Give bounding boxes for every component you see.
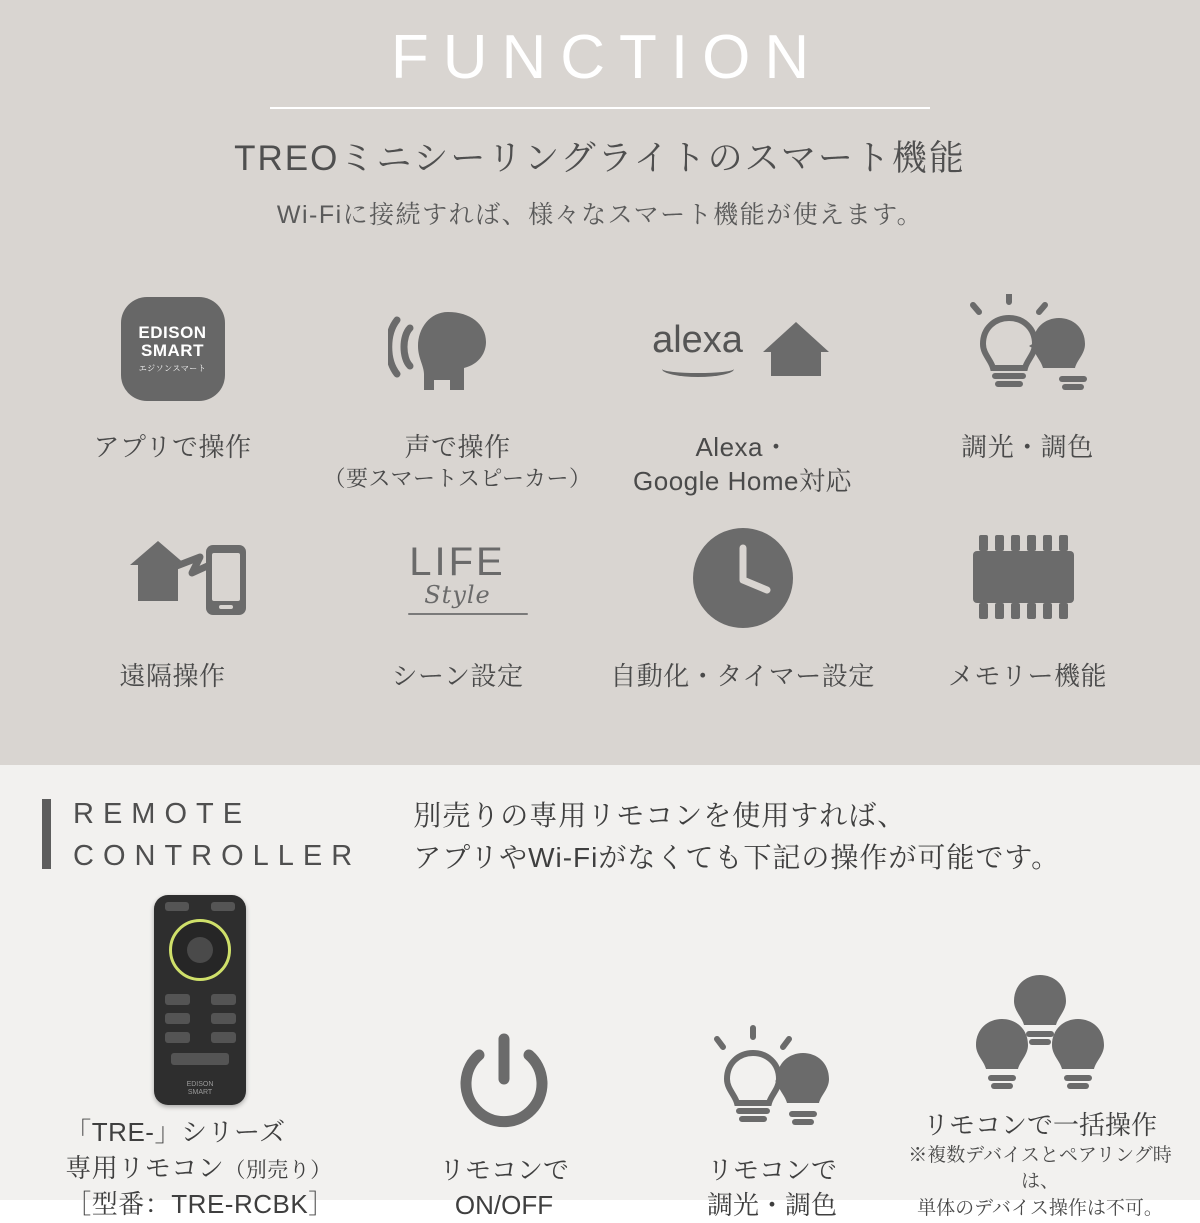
title-divider: [270, 107, 930, 109]
remote-feature-group-control: [906, 895, 1174, 1223]
power-button-icon: [449, 989, 559, 1139]
remote-wide-button: [171, 1053, 229, 1065]
google-home-icon: [759, 316, 833, 382]
feature-caption: [610, 660, 874, 693]
remote-logo-line2: SMART: [187, 1088, 213, 1096]
remote-button-row-1: [154, 994, 246, 1005]
remote-section-title: [73, 793, 361, 877]
feature-caption-line1: メモリー機能: [947, 660, 1107, 691]
remote-cap-line2-small: （別売り）: [224, 1158, 332, 1182]
function-subtitle-2: Wi-Fiに接続すれば、様々なスマート機能が使えます。: [276, 201, 924, 230]
feature-item-voice: [315, 279, 600, 498]
memory-chip-icon: [963, 508, 1093, 648]
page-title: FUNCTION: [390, 23, 824, 92]
feature-caption-line1: アプリで操作: [93, 432, 252, 463]
feature-caption: [94, 431, 252, 464]
feature-item-timer: [600, 508, 885, 693]
remote-feature-caption: [707, 1153, 837, 1223]
remote-logo-line1: EDISON: [186, 1080, 214, 1088]
feature-grid: [0, 279, 1200, 693]
lifestyle-underline: [408, 613, 528, 615]
dimming-bulbs-icon: [943, 279, 1113, 419]
remote-feature-caption-line1: リモコンで: [706, 1154, 837, 1185]
feature-item-app: [30, 279, 315, 498]
remote-feature-caption: [906, 1108, 1174, 1223]
feature-caption: [119, 660, 225, 693]
remote-feature-note-line2: 単体のデバイス操作は不可。: [917, 1198, 1163, 1220]
feature-caption-line1: 調光・調色: [961, 432, 1094, 463]
remote-title-line1: REMOTE: [73, 798, 252, 830]
alexa-wordmark: alexa: [652, 319, 743, 362]
alexa-home-icon: [652, 279, 833, 419]
feature-item-dimming: [885, 279, 1170, 498]
remote-feature-power: [370, 895, 638, 1223]
remote-cap-line3: ［型番：TRE-RCBK］: [65, 1188, 335, 1219]
remote-feature-dimming: [638, 895, 906, 1223]
feature-caption-line1: 遠隔操作: [119, 660, 226, 691]
feature-item-memory: [885, 508, 1170, 693]
dimming-bulbs-icon: [685, 989, 860, 1139]
remote-feature-caption: [439, 1153, 569, 1223]
remote-feature-caption-line2: 調光・調色: [706, 1189, 837, 1220]
remote-button-row-2: [154, 1013, 246, 1024]
life-wordmark: LIFE: [409, 540, 506, 585]
remote-cap-line2: 専用リモコン: [65, 1152, 225, 1183]
feature-item-alexa: [600, 279, 885, 498]
remote-feature-note-line1: ※複数デバイスとペアリング時は、: [908, 1144, 1172, 1193]
remote-cap-line1: 「TRE-」シリーズ: [65, 1117, 286, 1147]
remote-desc-line1: 別売りの専用リモコンを使用すれば、: [413, 800, 907, 831]
remote-top-buttons: [154, 902, 246, 911]
feature-caption: [633, 431, 852, 498]
remote-controller-section: [0, 765, 1200, 1220]
remote-dial: [169, 919, 231, 981]
remote-body: [0, 895, 1200, 1223]
remote-button-row-3: [154, 1032, 246, 1043]
app-icon-line1: EDISON: [138, 323, 207, 343]
feature-caption: [323, 431, 591, 492]
section-accent-bar: [42, 799, 51, 869]
feature-caption-line2: Google Home対応: [633, 465, 852, 496]
remote-device-column: [30, 895, 370, 1223]
clock-timer-icon: [683, 508, 803, 648]
remote-controller-device: [154, 895, 246, 1105]
remote-house-phone-icon: [88, 508, 258, 648]
feature-item-scene: [315, 508, 600, 693]
alexa-smile-icon: [662, 361, 734, 377]
feature-caption-line1: Alexa・: [695, 432, 790, 463]
function-subtitle: TREOミニシーリングライトのスマート機能: [234, 139, 966, 179]
feature-caption: [392, 660, 524, 693]
remote-description: [413, 793, 1060, 879]
remote-cap-line2-wrap: [65, 1151, 334, 1187]
remote-header: [0, 793, 1200, 879]
feature-caption-line1: 自動化・タイマー設定: [610, 660, 875, 691]
remote-desc-line2: アプリやWi-Fiがなくても下記の操作が可能です。: [413, 842, 1061, 873]
multi-bulbs-icon: [950, 944, 1130, 1094]
style-wordmark: Style: [424, 581, 491, 610]
feature-caption-line1: シーン設定: [391, 660, 524, 691]
remote-feature-caption-line1: リモコンで: [438, 1154, 569, 1185]
feature-caption: [961, 431, 1094, 464]
app-icon-line2: SMART: [141, 341, 204, 361]
feature-caption-line2: （要スマートスピーカー）: [323, 465, 592, 491]
feature-caption: [948, 660, 1107, 693]
remote-feature-caption-line2: ON/OFF: [454, 1189, 554, 1220]
remote-title-line2: CONTROLLER: [73, 840, 362, 873]
feature-caption-line1: 声で操作: [404, 432, 511, 463]
remote-feature-caption-line1: リモコンで一括操作: [922, 1110, 1157, 1141]
remote-device-caption: [65, 1115, 334, 1223]
remote-device-logo: [154, 1081, 246, 1097]
lifestyle-scene-icon: [388, 508, 528, 648]
voice-head-icon: [388, 279, 528, 419]
edison-smart-app-icon: [121, 279, 225, 419]
feature-item-remote-operation: [30, 508, 315, 693]
app-icon-line3: エジソンスマート: [138, 364, 207, 374]
